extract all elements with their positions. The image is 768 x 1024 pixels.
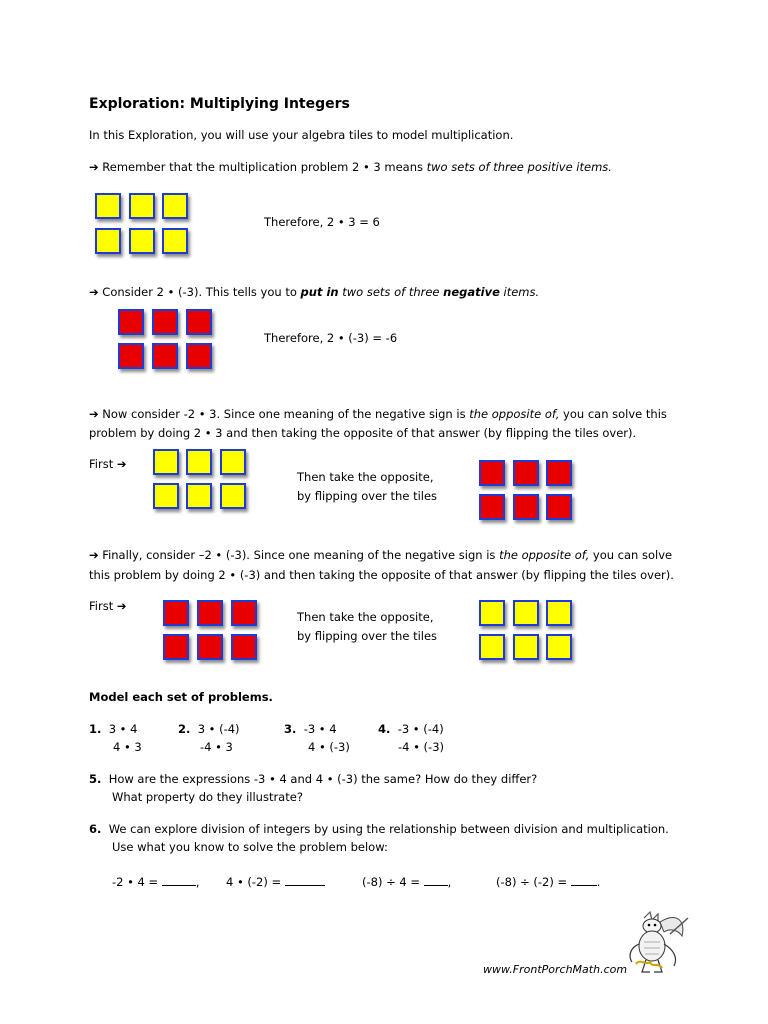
problem-2-b: -4 • 3: [200, 740, 233, 754]
positive-tile: [220, 483, 246, 509]
page-title: Exploration: Multiplying Integers: [89, 96, 350, 112]
question-5-line2: What property do they illustrate?: [112, 790, 303, 804]
positive-tile: [220, 449, 246, 475]
negative-tile: [186, 343, 212, 369]
negative-tile: [513, 494, 539, 520]
section3-line2: problem by doing 2 • 3 and then taking the opposite of that answer (by flipping the tiles over).: [89, 426, 637, 440]
positive-tile: [546, 600, 572, 626]
arrow-icon: ➔: [116, 599, 127, 613]
section4-line1: ➔ Finally, consider –2 • (-3). Since one meaning of the negative sign is the opposite of, you can solve: [89, 548, 673, 562]
problem-4: 4. -3 • (-4): [378, 722, 444, 736]
negative-tile: [186, 309, 212, 335]
positive-tile: [162, 228, 188, 254]
positive-tile: [95, 193, 121, 219]
intro-text: In this Exploration, you will use your algebra tiles to model multiplication.: [89, 128, 514, 142]
division-item-3: (-8) ÷ 4 = ,: [362, 875, 452, 889]
negative-tile: [163, 634, 189, 660]
s2-result: Therefore, 2 • (-3) = -6: [264, 331, 398, 345]
negative-tile: [479, 460, 505, 486]
dragon-mascot-icon: [622, 910, 694, 976]
negative-tile: [152, 343, 178, 369]
section1-text: ➔ Remember that the multiplication problem 2 • 3 means two sets of three positive items.: [89, 160, 612, 174]
negative-tile: [513, 460, 539, 486]
positive-tile: [95, 228, 121, 254]
problem-1-b: 4 • 3: [113, 740, 142, 754]
positive-tile: [513, 634, 539, 660]
problem-3: 3. -3 • 4: [284, 722, 337, 736]
s4-first-label: First ➔: [89, 599, 127, 613]
problem-3-b: 4 • (-3): [308, 740, 350, 754]
arrow-icon: ➔: [89, 160, 99, 174]
answer-blank[interactable]: [424, 873, 448, 886]
arrow-icon: ➔: [89, 285, 99, 299]
positive-tile: [479, 634, 505, 660]
negative-tile: [231, 634, 257, 660]
answer-blank[interactable]: [571, 873, 597, 886]
positive-tile: [153, 483, 179, 509]
question-6: 6. We can explore division of integers by using the relationship between division and multiplication.: [89, 822, 669, 836]
arrow-icon: ➔: [89, 407, 99, 421]
negative-tile: [152, 309, 178, 335]
s4-then-line2: by flipping over the tiles: [297, 629, 438, 643]
negative-tile: [231, 600, 257, 626]
positive-tile: [186, 449, 212, 475]
section2-text: ➔ Consider 2 • (-3). This tells you to put in two sets of three negative items.: [89, 285, 540, 299]
negative-tile: [118, 343, 144, 369]
division-item-4: (-8) ÷ (-2) = .: [496, 875, 601, 889]
footer-url[interactable]: www.FrontPorchMath.com: [483, 963, 628, 976]
positive-tile: [546, 634, 572, 660]
question-6-line2: Use what you know to solve the problem below:: [112, 840, 388, 854]
section3-line1: ➔ Now consider -2 • 3. Since one meaning of the negative sign is the opposite of, you can solve this: [89, 407, 667, 421]
positive-tile: [129, 228, 155, 254]
negative-tile: [479, 494, 505, 520]
problem-1: 1. 3 • 4: [89, 722, 138, 736]
s1-result: Therefore, 2 • 3 = 6: [264, 215, 380, 229]
s3-then-line2: by flipping over the tiles: [297, 489, 438, 503]
negative-tile: [546, 494, 572, 520]
positive-tile: [153, 449, 179, 475]
s3-first-label: First ➔: [89, 457, 127, 471]
negative-tile: [197, 600, 223, 626]
positive-tile: [186, 483, 212, 509]
s4-then-line1: Then take the opposite,: [297, 610, 434, 624]
answer-blank[interactable]: [162, 873, 196, 886]
question-5: 5. How are the expressions -3 • 4 and 4 • (-3) the same? How do they differ?: [89, 772, 538, 786]
negative-tile: [197, 634, 223, 660]
negative-tile: [118, 309, 144, 335]
division-item-2: 4 • (-2) =: [226, 873, 325, 889]
division-item-1: -2 • 4 = ,: [112, 875, 200, 889]
problem-4-b: -4 • (-3): [398, 740, 444, 754]
section4-line2: this problem by doing 2 • (-3) and then taking the opposite of that answer (by flipping the tiles over).: [89, 568, 674, 582]
answer-blank[interactable]: [285, 873, 325, 886]
s3-then-line1: Then take the opposite,: [297, 470, 434, 484]
arrow-icon: ➔: [89, 548, 99, 562]
arrow-icon: ➔: [116, 457, 127, 471]
positive-tile: [513, 600, 539, 626]
negative-tile: [163, 600, 189, 626]
model-heading: Model each set of problems.: [89, 690, 273, 704]
positive-tile: [162, 193, 188, 219]
negative-tile: [546, 460, 572, 486]
positive-tile: [479, 600, 505, 626]
problem-2: 2. 3 • (-4): [178, 722, 240, 736]
positive-tile: [129, 193, 155, 219]
